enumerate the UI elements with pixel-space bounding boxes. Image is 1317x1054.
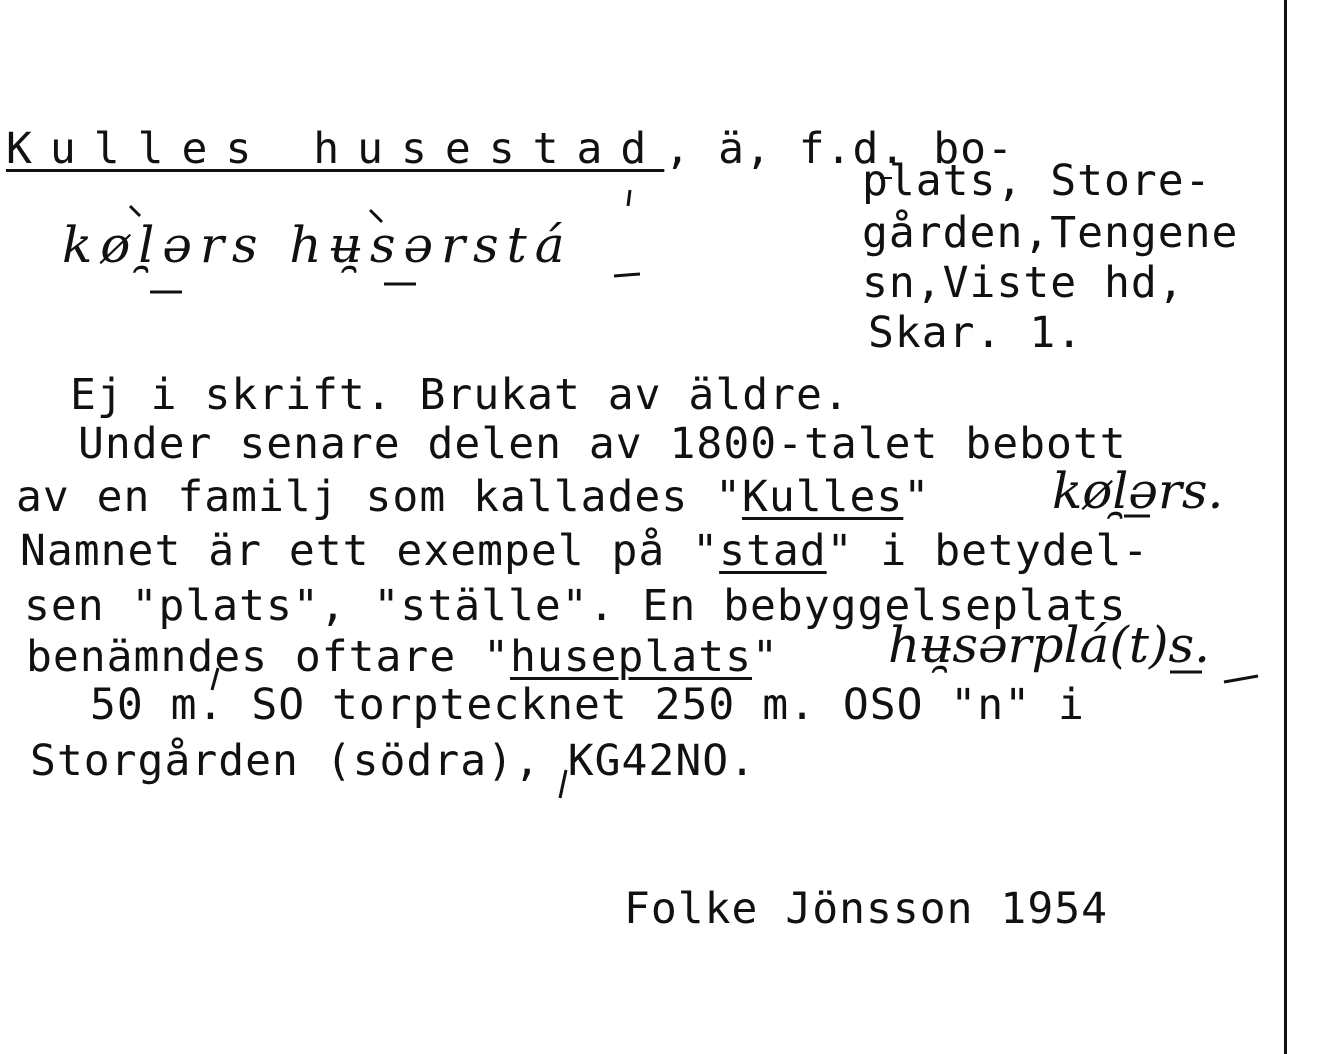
body-line-7: 50 m. SO torptecknet 250 m. OSO "n" i <box>90 680 1085 730</box>
correction-stroke <box>212 668 218 690</box>
title-rest: , ä, f.d. bo- <box>664 124 1014 174</box>
body-line-3: av en familj som kallades "Kulles" <box>16 472 931 522</box>
header-line-1: plats, Store- <box>862 156 1212 206</box>
grave-accent-mark-2 <box>370 210 382 222</box>
grave-accent-mark <box>130 206 140 216</box>
header-line-4: Skar. 1. <box>868 308 1084 358</box>
body-line-2: Under senare delen av 1800-talet bebott <box>78 419 1127 469</box>
phonetic-title: køl̯ərs hʉ̯sərstá <box>62 216 573 274</box>
body-line-4: Namnet är ett exempel på "stad" i betydel- <box>20 526 1150 576</box>
body-line-5: sen "plats", "ställe". En bebyggelseplats <box>24 581 1127 631</box>
comma-stroke <box>560 770 566 798</box>
underlined-stad: stad <box>719 526 827 576</box>
place-name-title: Kulles husestad <box>6 124 665 174</box>
body-line-6: benämndes oftare "huseplats" <box>26 632 779 682</box>
phonetic-kulles: køl̯ərs. <box>1052 462 1224 520</box>
header-line-2: gården,Tengene <box>862 208 1239 258</box>
phonetic-huseplats: hʉ̯sərplá(t)s. <box>888 616 1211 674</box>
header-line-3: sn,Viste hd, <box>862 258 1185 308</box>
underline-mark-3 <box>614 274 640 276</box>
acute-mark <box>628 190 630 206</box>
underline-mark-6 <box>1224 676 1258 682</box>
body-line-8: Storgården (södra), KG42NO. <box>30 736 756 786</box>
underlined-huseplats: huseplats <box>510 632 752 682</box>
underlined-kulles: Kulles <box>741 472 904 522</box>
signature: Folke Jönsson 1954 <box>624 884 1108 934</box>
body-line-1: Ej i skrift. Brukat av äldre. <box>70 370 850 420</box>
